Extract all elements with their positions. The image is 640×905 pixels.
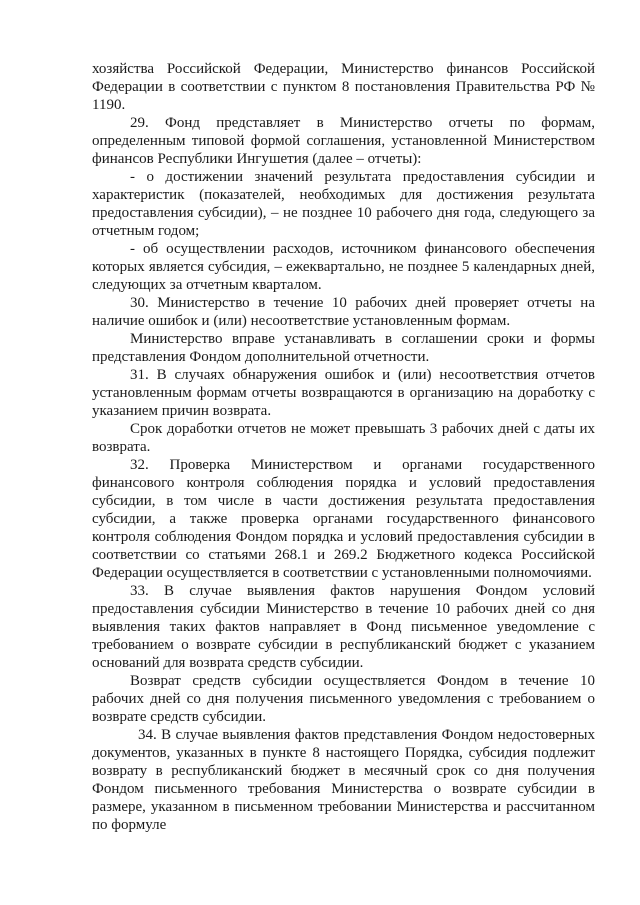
- paragraph-34: 34. В случае выявления фактов представления Фондом недостоверных документов, указанных в пункте 8 настоящего Порядка, субсидия подлежит возврату в республиканский бюджет в месячный срок со дня получения Фондом письменного требования Министерства о возврате субсидии в размере, указанном в письменном требовании Министерства и рассчитанном по формуле: [92, 727, 595, 833]
- paragraph-31-deadline: Срок доработки отчетов не может превышать 3 рабочих дней с даты их возврата.: [92, 421, 595, 455]
- paragraph-29: 29. Фонд представляет в Министерство отчеты по формам, определенным типовой формой соглашения, установленной Министерством финансов Республики Ингушетия (далее – отчеты):: [92, 115, 595, 167]
- document-body: [92, 60, 595, 834]
- paragraph-32: 32. Проверка Министерством и органами государственного финансового контроля соблюдения порядка и условий предоставления субсидии, в том числе в части достижения результата предоставления субсидии, а также проверка органами государственного финансового контроля соблюдения Фондом порядка и условий предоставления субсидии в соответствии со статьями 268.1 и 269.2 Бюджетного кодекса Российской Федерации осуществляется в соответствии с установленными полномочиями.: [92, 457, 595, 581]
- paragraph-continuation: хозяйства Российской Федерации, Министерство финансов Российской Федерации в соответствии с пунктом 8 постановления Правительства РФ № 1190.: [92, 61, 595, 113]
- paragraph-29-item-expenses: - об осуществлении расходов, источником финансового обеспечения которых является субсидия, – ежеквартально, не позднее 5 календарных дней, следующих за отчетным кварталом.: [92, 241, 595, 293]
- paragraph-29-item-results: - о достижении значений результата предоставления субсидии и характеристик (показателей, необходимых для достижения результата предоставления субсидии), – не позднее 10 рабочего дня года, следующего за отчетным годом;: [92, 169, 595, 239]
- paragraph-30: 30. Министерство в течение 10 рабочих дней проверяет отчеты на наличие ошибок и (или) несоответствие установленным формам.: [92, 295, 595, 329]
- paragraph-33: 33. В случае выявления фактов нарушения Фондом условий предоставления субсидии Министерство в течение 10 рабочих дней со дня выявления таких фактов направляет в Фонд письменное уведомление с требованием о возврате субсидии в республиканский бюджет с указанием оснований для возврата средств субсидии.: [92, 583, 595, 671]
- paragraph-31: 31. В случаях обнаружения ошибок и (или) несоответствия отчетов установленным формам отчеты возвращаются в организацию на доработку с указанием причин возврата.: [92, 367, 595, 419]
- paragraph-30-additional: Министерство вправе устанавливать в соглашении сроки и формы представления Фондом дополнительной отчетности.: [92, 331, 595, 365]
- paragraph-33-refund: Возврат средств субсидии осуществляется Фондом в течение 10 рабочих дней со дня получения письменного уведомления с требованием о возврате средств субсидии.: [92, 673, 595, 725]
